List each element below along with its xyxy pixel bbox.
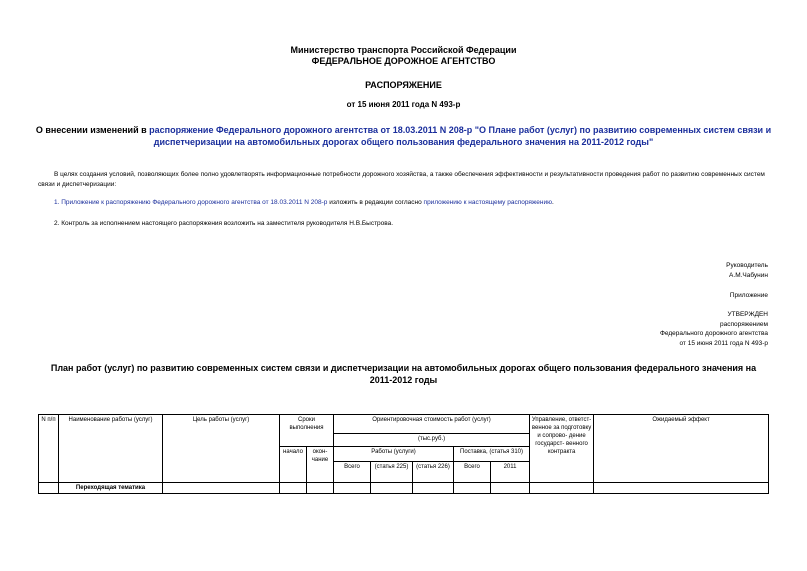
document-date: от 15 июня 2011 года N 493-р — [346, 100, 461, 109]
header-start: начало — [280, 447, 307, 483]
item-1-link-appendix[interactable]: приложению к настоящему распоряжению — [423, 199, 552, 206]
header-works: Работы (услуги) — [334, 447, 454, 462]
document-header — [0, 45, 807, 67]
table-row — [39, 483, 769, 494]
header-cost: Ориентировочная стоимость работ (услуг) — [334, 415, 530, 434]
approval-block — [660, 310, 768, 348]
title-prefix: О внесении изменений в — [35, 125, 150, 135]
header-article-226: (статья 226) — [413, 462, 454, 483]
header-total-works: Всего — [334, 462, 371, 483]
table-cell — [163, 483, 280, 494]
table-cell — [307, 483, 334, 494]
header-supply: Поставка, (статья 310) — [454, 447, 530, 462]
approval-date: от 15 июня 2011 года N 493-р — [679, 339, 768, 347]
table-cell — [413, 483, 454, 494]
approval-agency: Федерального дорожного агентства — [659, 330, 768, 337]
intro-paragraph: В целях создания условий, позволяющих более полно удовлетворять информационные потребности дорожного хозяйства, а также обеспечения эффективности и результативности проведения работ по развитию современных систем связи и диспетчеризации: — [38, 171, 765, 188]
approval-status: УТВЕРЖДЕН — [727, 311, 768, 318]
header-article-225: (статья 225) — [371, 462, 413, 483]
item-1-end: . — [551, 199, 554, 206]
header-goal: Цель работы (услуг) — [163, 415, 280, 483]
agency-name: ФЕДЕРАЛЬНОЕ ДОРОЖНОЕ АГЕНТСТВО — [311, 56, 496, 66]
header-num: N п/п — [39, 415, 59, 483]
signature-name: А.М.Чабунин — [729, 271, 768, 279]
plan-table — [38, 414, 769, 494]
table-cell — [491, 483, 530, 494]
table-cell — [530, 483, 594, 494]
header-terms: Сроки выполнения — [280, 415, 334, 447]
section-title: Переходящая тематика — [59, 483, 163, 494]
approval-by: распоряжением — [720, 320, 768, 328]
document-type: РАСПОРЯЖЕНИЕ — [365, 80, 442, 90]
table-cell — [454, 483, 491, 494]
item-1-link-order[interactable]: 1. Приложение к распоряжению Федерального дорожного агентства от 18.03.2011 N 208-р — [54, 199, 328, 206]
header-name: Наименование работы (услуг) — [59, 415, 163, 483]
signature-block — [726, 261, 768, 280]
title-link[interactable]: распоряжение Федерального дорожного агентства от 18.03.2011 N 208-р "О Плане работ (услуг) по развитию современных систем связи и диспетчеризации на автомобильных дорогах общего пользования федерального значения на 2011-2012 годы" — [149, 125, 772, 147]
table-header-row — [39, 415, 769, 434]
header-units: (тыс.руб.) — [334, 434, 530, 447]
table-cell — [371, 483, 413, 494]
signature-position: Руководитель — [726, 262, 768, 269]
ministry-name: Министерство транспорта Российской Федерации — [290, 45, 517, 55]
table-cell — [39, 483, 59, 494]
plan-title: План работ (услуг) по развитию современных систем связи и диспетчеризации на автомобильных дорогах общего пользования федерального значения на 2011-2012 годы — [50, 363, 757, 385]
header-mgmt: Управление, ответст- венное за подготовку и сопрово- дение государст- венного контракта — [530, 415, 594, 483]
header-total-supply: Всего — [454, 462, 491, 483]
appendix-label: Приложение — [729, 292, 768, 299]
item-2: 2. Контроль за исполнением настоящего распоряжения возложить на заместителя руководителя Н.В.Быстрова. — [54, 220, 394, 227]
header-year-2011: 2011 — [491, 462, 530, 483]
document-title — [30, 124, 777, 148]
item-1 — [54, 198, 769, 208]
header-end: окон- чание — [307, 447, 334, 483]
table-cell — [280, 483, 307, 494]
table-cell — [334, 483, 371, 494]
table-cell — [594, 483, 769, 494]
header-effect: Ожидаемый эффект — [594, 415, 769, 483]
item-1-text: изложить в редакции согласно — [327, 199, 424, 206]
